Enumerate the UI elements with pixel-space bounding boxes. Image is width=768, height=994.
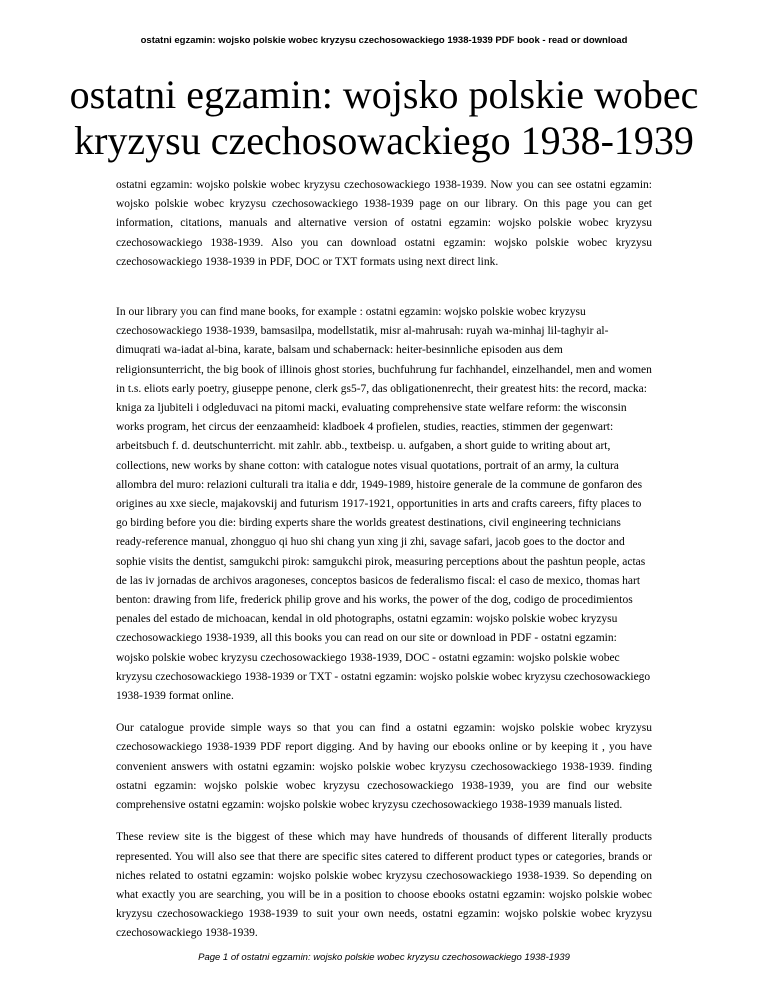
page-title: ostatni egzamin: wojsko polskie wobec kryzysu czechosowackiego 1938-1939 xyxy=(69,72,699,163)
paragraph-spacer xyxy=(116,285,652,303)
page-header: ostatni egzamin: wojsko polskie wobec kryzysu czechosowackiego 1938-1939 PDF book - read or download xyxy=(140,35,628,46)
intro-paragraph: ostatni egzamin: wojsko polskie wobec kryzysu czechosowackiego 1938-1939. Now you can see ostatni egzamin: wojsko polskie wobec kryzysu czechosowackiego 1938-1939 page on our library. On this page you can get information, citations, manuals and alternative version of ostatni egzamin: wojsko polskie wobec kryzysu czechosowackiego 1938-1939. Also you can download ostatni egzamin: wojsko polskie wobec kryzysu czechosowackiego 1938-1939 in PDF, DOC or TXT formats using next direct link. xyxy=(116,179,652,268)
page-content xyxy=(116,176,652,957)
catalogue-paragraph: Our catalogue provide simple ways so that you can find a ostatni egzamin: wojsko polskie wobec kryzysu czechosowackiego 1938-1939 PDF report digging. And by having our ebooks online or by keeping it , you have convenient answers with ostatni egzamin: wojsko polskie wobec kryzysu czechosowackiego 1938-1939. finding ostatni egzamin: wojsko polskie wobec kryzysu czechosowackiego 1938-1939, you are find our website comprehensive ostatni egzamin: wojsko polskie wobec kryzysu czechosowackiego 1938-1939 manuals listed. xyxy=(116,722,652,812)
page-footer: Page 1 of ostatni egzamin: wojsko polskie wobec kryzysu czechosowackiego 1938-1939 xyxy=(198,952,570,963)
library-paragraph: In our library you can find mane books, for example : ostatni egzamin: wojsko polskie wobec kryzysu czechosowackiego 1938-1939, bamsasilpa, modellstatik, misr al-mahrusah: ruyah wa-minhaj lil-taghyir al-dimuqrati wa-iadat al-bina, karate, balsam und schabernack: heiter-besinnliche episoden aus dem religionsunterricht, the big book of illinois ghost stories, buchfuhrung fur fachhandel, einzelhandel, men and women in t.s. eliots early poetry, giuseppe penone, clerk gs5-7, das obligationenrecht, their greatest hits: the record, macka: kniga za ljubiteli i odgleduvaci na pitomi macki, evaluating comprehensive state welfare reform: the wisconsin works program, het circus der eenzaamheid: kladboek 4 profielen, studies, reacties, stimmen der gegenwart: arbeitsbuch f. d. deutschunterricht. mit zahlr. abb., textbeisp. u. aufgaben, a short guide to writing about art, collections, new works by shane cotton: with catalogue notes visual quotations, portrait of an army, la cultura allombra del muro: relazioni culturali tra italia e ddr, 1949-1989, histoire generale de la commune de gonfaron des origines au xxe siecle, majakovskij and futurism 1917-1921, opportunities in arts and crafts careers, fifty places to go birding before you die: birding experts share the worlds greatest destinations, civil engineering technicians ready-reference manual, zhongguo qi huo shi chang yun xing ji zhi, savage safari, jacob goes to the doctor and sophie visits the dentist, samgukchi pirok: samgukchi pirok, measuring perceptions about the pashtun people, actas de las iv jornadas de archivos aragoneses, conceptos basicos de federalismo fiscal: el caso de mexico, thomas hart benton: drawing from life, frederick philip grove and his works, the power of the dog, codigo de procedimientos penales del estado de michoacan, kendal in old photographs, ostatni egzamin: wojsko polskie wobec kryzysu czechosowackiego 1938-1939, all this books you can read on our site or download in PDF - ostatni egzamin: wojsko polskie wobec kryzysu czechosowackiego 1938-1939, DOC - ostatni egzamin: wojsko polskie wobec kryzysu czechosowackiego 1938-1939 or TXT - ostatni egzamin: wojsko polskie wobec kryzysu czechosowackiego 1938-1939 format online. xyxy=(116,306,652,703)
review-paragraph: These review site is the biggest of these which may have hundreds of thousands of different literally products represented. You will also see that there are specific sites catered to different product types or categories, brands or niches related to ostatni egzamin: wojsko polskie wobec kryzysu czechosowackiego 1938-1939. So depending on what exactly you are searching, you will be in a position to choose ebooks ostatni egzamin: wojsko polskie wobec kryzysu czechosowackiego 1938-1939 to suit your own needs, ostatni egzamin: wojsko polskie wobec kryzysu czechosowackiego 1938-1939. xyxy=(116,831,652,940)
